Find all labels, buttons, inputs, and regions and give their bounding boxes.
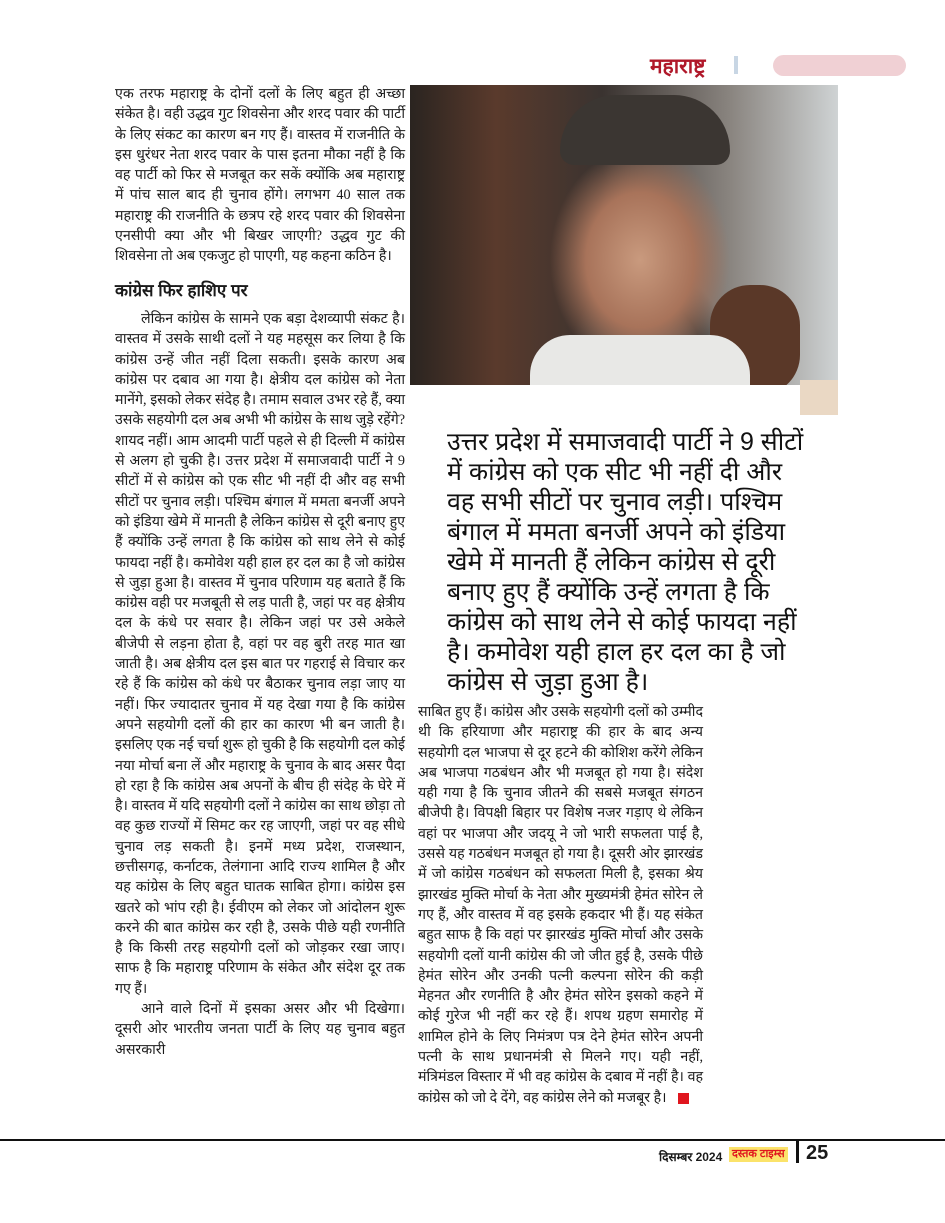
pull-quote: उत्तर प्रदेश में समाजवादी पार्टी ने 9 सीटों में कांग्रेस को एक सीट भी नहीं दी और वह सभी सीटों पर चुनाव लड़ी। पश्चिम बंगाल में ममता बनर्जी अपने को इंडिया खेमे में मानती हैं लेकिन कांग्रेस से दूरी बनाए हुए हैं क्योंकि उन्हें लगता है कि कांग्रेस को साथ लेने से कोई फायदा नहीं है। कमोवेश यही हाल हर दल का है जो कांग्रेस से जुड़ा हुआ है। [447, 428, 804, 696]
section-label: महाराष्ट्र [650, 55, 706, 78]
left-column [115, 84, 405, 1060]
paragraph: आने वाले दिनों में इसका असर और भी दिखेगा। दूसरी ओर भारतीय जनता पार्टी के लिए यह चुनाव बहुत असरकारी [115, 1001, 405, 1058]
paragraph: एक तरफ महाराष्ट्र के दोनों दलों के लिए बहुत ही अच्छा संकेत है। वही उद्धव गुट शिवसेना और शरद पवार की पार्टी के लिए संकट का कारण बन गए हैं। वास्तव में राजनीति के इस धुरंधर नेता शरद पवार के पास इतना मौका नहीं है कि वह पार्टी को फिर से मजबूत कर सकें क्योंकि अब महाराष्ट्र में पांच साल बाद ही चुनाव होंगे। लगभग 40 साल तक महाराष्ट्र की राजनीति के छत्रप रहे शरद पवार की शिवसेना एनसीपी क्या और भी बिखर जाएगी? उद्धव गुट की शिवसेना तो अब एकजुट हो पाएगी, यह कहना कठिन है। [115, 86, 405, 265]
page-number: 25 [806, 1142, 829, 1164]
footer-rule [0, 1139, 945, 1141]
end-of-article-mark [678, 1093, 689, 1104]
article-photo [410, 85, 838, 385]
header-divider [734, 56, 738, 74]
photo-subject-hair [560, 95, 730, 165]
paragraph-text: साबित हुए हैं। कांग्रेस और उसके सहयोगी दलों को उम्मीद थी कि हरियाणा और महाराष्ट्र की हार के बाद अन्य सहयोगी दल भाजपा से दूर हटने की कोशिश करेंगे लेकिन अब भाजपा गठबंधन और भी मजबूत हो गया है। संदेश यही गया है कि चुनाव जीतने की सबसे मजबूत संगठन बीजेपी है। विपक्षी बिहार पर विशेष नजर गड़ाए थे लेकिन वहां पर भाजपा और जदयू ने जो भारी सफलता पाई है, उससे यह गठबंधन मजबूत हो गया है। दूसरी ओर झारखंड में जो कांग्रेस गठबंधन को सफलता मिली है, इसका श्रेय झारखंड मुक्ति मोर्चा के नेता और मुख्यमंत्री हेमंत सोरेन ले गए हैं, और वास्तव में वह इसके हकदार भी हैं। यह संकेत बहुत साफ है कि वहां पर झारखंड मुक्ति मोर्चा और उसके सहयोगी दलों यानी कांग्रेस की जो जीत हुई है, उसके पीछे हेमंत सोरेन और उनकी पत्नी कल्पना सोरेन की कड़ी मेहनत और रणनीति है और हेमंत सोरेन इसको कहने में कोई गुरेज भी नहीं कर रहे हैं। शपथ ग्रहण समारोह में शामिल होने के लिए निमंत्रण पत्र देने हेमंत सोरेन अपनी पत्नी के साथ प्रधानमंत्री से मिलने गए। यही नहीं, मंत्रिमंडल विस्तार में भी वह कांग्रेस के दबाव में नहीं है। वह कांग्रेस को जो दे देंगे, वह कांग्रेस लेने को मजबूर है। [418, 704, 703, 1106]
footer-divider [796, 1141, 799, 1163]
right-column [418, 702, 703, 1108]
issue-date: दिसम्बर 2024 [659, 1150, 723, 1164]
photo-corner-block [800, 380, 838, 415]
paragraph: लेकिन कांग्रेस के सामने एक बड़ा देशव्यापी संकट है। वास्तव में उसके साथी दलों ने यह महसूस कर लिया है कि कांग्रेस उन्हें जीत नहीं दिला सकती। इसके कारण अब कांग्रेस पर दबाव आ गया है। क्षेत्रीय दल कांग्रेस को नेता मानेंगे, इसको लेकर संदेह है। तमाम सवाल उभर रहे हैं, क्या उसके सहयोगी दल अब अभी भी कांग्रेस के साथ जुड़े रहेंगे? शायद नहीं। आम आदमी पार्टी पहले से ही दिल्ली में कांग्रेस से अलग हो चुकी है। उत्तर प्रदेश में समाजवादी पार्टी ने 9 सीटों में से कांग्रेस को एक सीट भी नहीं दी और वह सभी सीटों पर चुनाव लड़ी। पश्चिम बंगाल में ममता बनर्जी अपने को इंडिया खेमे में मानती है लेकिन कांग्रेस से दूरी बनाए हुए हैं क्योंकि उन्हें लगता है कि कांग्रेस को साथ लेने से कोई फायदा नहीं है। कमोवेश यही हाल हर दल का है जो कांग्रेस से जुड़ा हुआ है। वास्तव में चुनाव परिणाम यह बताते हैं कि कांग्रेस वही पर मजबूती से लड़ पाती है, जहां पर वह क्षेत्रीय दल के कंधे पर सवार है। लेकिन जहां पर उसे अकेले बीजेपी से लड़ना होता है, वहां पर वह बुरी तरह मात खा जाती है। अब क्षेत्रीय दल इस बात पर गहराई से विचार कर रहे हैं कि कांग्रेस को कंधे पर बैठाकर चुनाव लड़ा जाए या नहीं। फिर ज्यादातर चुनाव में यह देखा गया है कि कांग्रेस अपने सहयोगी दलों की हार का कारण भी बन जाती है। इसलिए एक नई चर्चा शुरू हो चुकी है कि सहयोगी दल कोई नया मोर्चा बना लें और महाराष्ट्र के चुनाव के बाद असर पैदा हो रहा है कि कांग्रेस अब अपनों के बीच ही संदेह के घेरे में है। वास्तव में यदि सहयोगी दलों ने कांग्रेस का साथ छोड़ा तो वह कुछ राज्यों में सिमट कर रह जाएगी, जहां पर वह सीधे चुनाव लड़ सकती है। इनमें मध्य प्रदेश, राजस्थान, छत्तीसगढ़, कर्नाटक, तेलंगाना आदि राज्य शामिल है और यह कांग्रेस के लिए बहुत घातक साबित होगा। कांग्रेस इस खतरे को भांप रही है। ईवीएम को लेकर जो आंदोलन शुरू करने की बात कांग्रेस कर रही है, उसके पीछे यही रणनीति है कि किसी तरह सहयोगी दलों को जोड़कर रखा जाए। साफ है कि महाराष्ट्र परिणाम के संकेत और संदेश दूर तक गए हैं। [115, 310, 405, 997]
magazine-logo: दस्तक टाइम्स [729, 1147, 788, 1162]
header-decoration-pill [773, 55, 906, 76]
subheading: कांग्रेस फिर हाशिए पर [115, 280, 248, 300]
paragraph [418, 702, 703, 1108]
photo-subject-shirt [530, 335, 750, 385]
